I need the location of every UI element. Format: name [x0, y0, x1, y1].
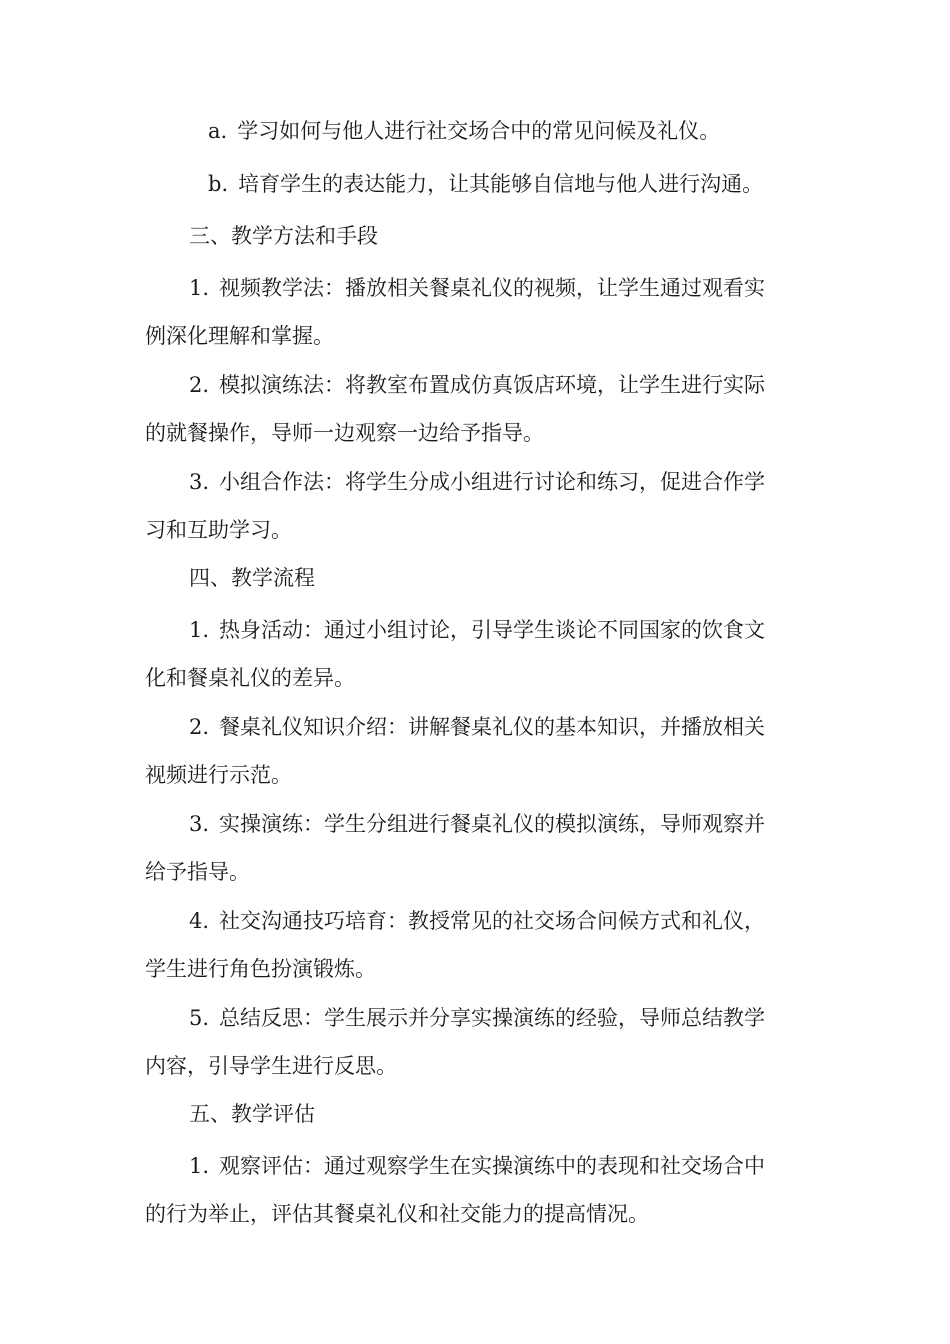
list-item: 4. 社交沟通技巧培育：教授常见的社交场合问候方式和礼仪， 学生进行角色扮演锻炼。	[145, 909, 766, 981]
sub-item-marker: a.	[208, 119, 228, 143]
list-item: 1. 视频教学法：播放相关餐桌礼仪的视频，让学生通过观看实 例深化理解和掌握。	[145, 276, 766, 348]
sub-item-b	[145, 160, 805, 208]
section-heading-3: 三、教学方法和手段	[189, 224, 378, 248]
list-item: 3. 小组合作法：将学生分成小组进行讨论和练习，促进合作学 习和互助学习。	[145, 470, 766, 542]
sub-item-text: 培育学生的表达能力，让其能够自信地与他人进行沟通。	[238, 172, 764, 196]
list-item: 2. 模拟演练法：将教室布置成仿真饭店环境，让学生进行实际 的就餐操作，导师一边观察一边给予指导。	[145, 373, 766, 445]
list-item: 5. 总结反思：学生展示并分享实操演练的经验，导师总结教学 内容，引导学生进行反思。	[145, 1006, 766, 1078]
section-heading-4: 四、教学流程	[189, 566, 315, 590]
sub-item-marker: b.	[208, 172, 229, 196]
list-item: 1. 热身活动：通过小组讨论，引导学生谈论不同国家的饮食文 化和餐桌礼仪的差异。	[145, 618, 766, 690]
list-item: 1. 观察评估：通过观察学生在实操演练中的表现和社交场合中 的行为举止，评估其餐桌礼仪和社交能力的提高情况。	[145, 1154, 766, 1226]
sub-item-text: 学习如何与他人进行社交场合中的常见问候及礼仪。	[237, 119, 721, 143]
section-heading-5: 五、教学评估	[189, 1102, 315, 1126]
list-item: 2. 餐桌礼仪知识介绍：讲解餐桌礼仪的基本知识，并播放相关 视频进行示范。	[145, 715, 766, 787]
sub-item-a	[145, 107, 805, 155]
list-item: 3. 实操演练：学生分组进行餐桌礼仪的模拟演练，导师观察并 给予指导。	[145, 812, 766, 884]
